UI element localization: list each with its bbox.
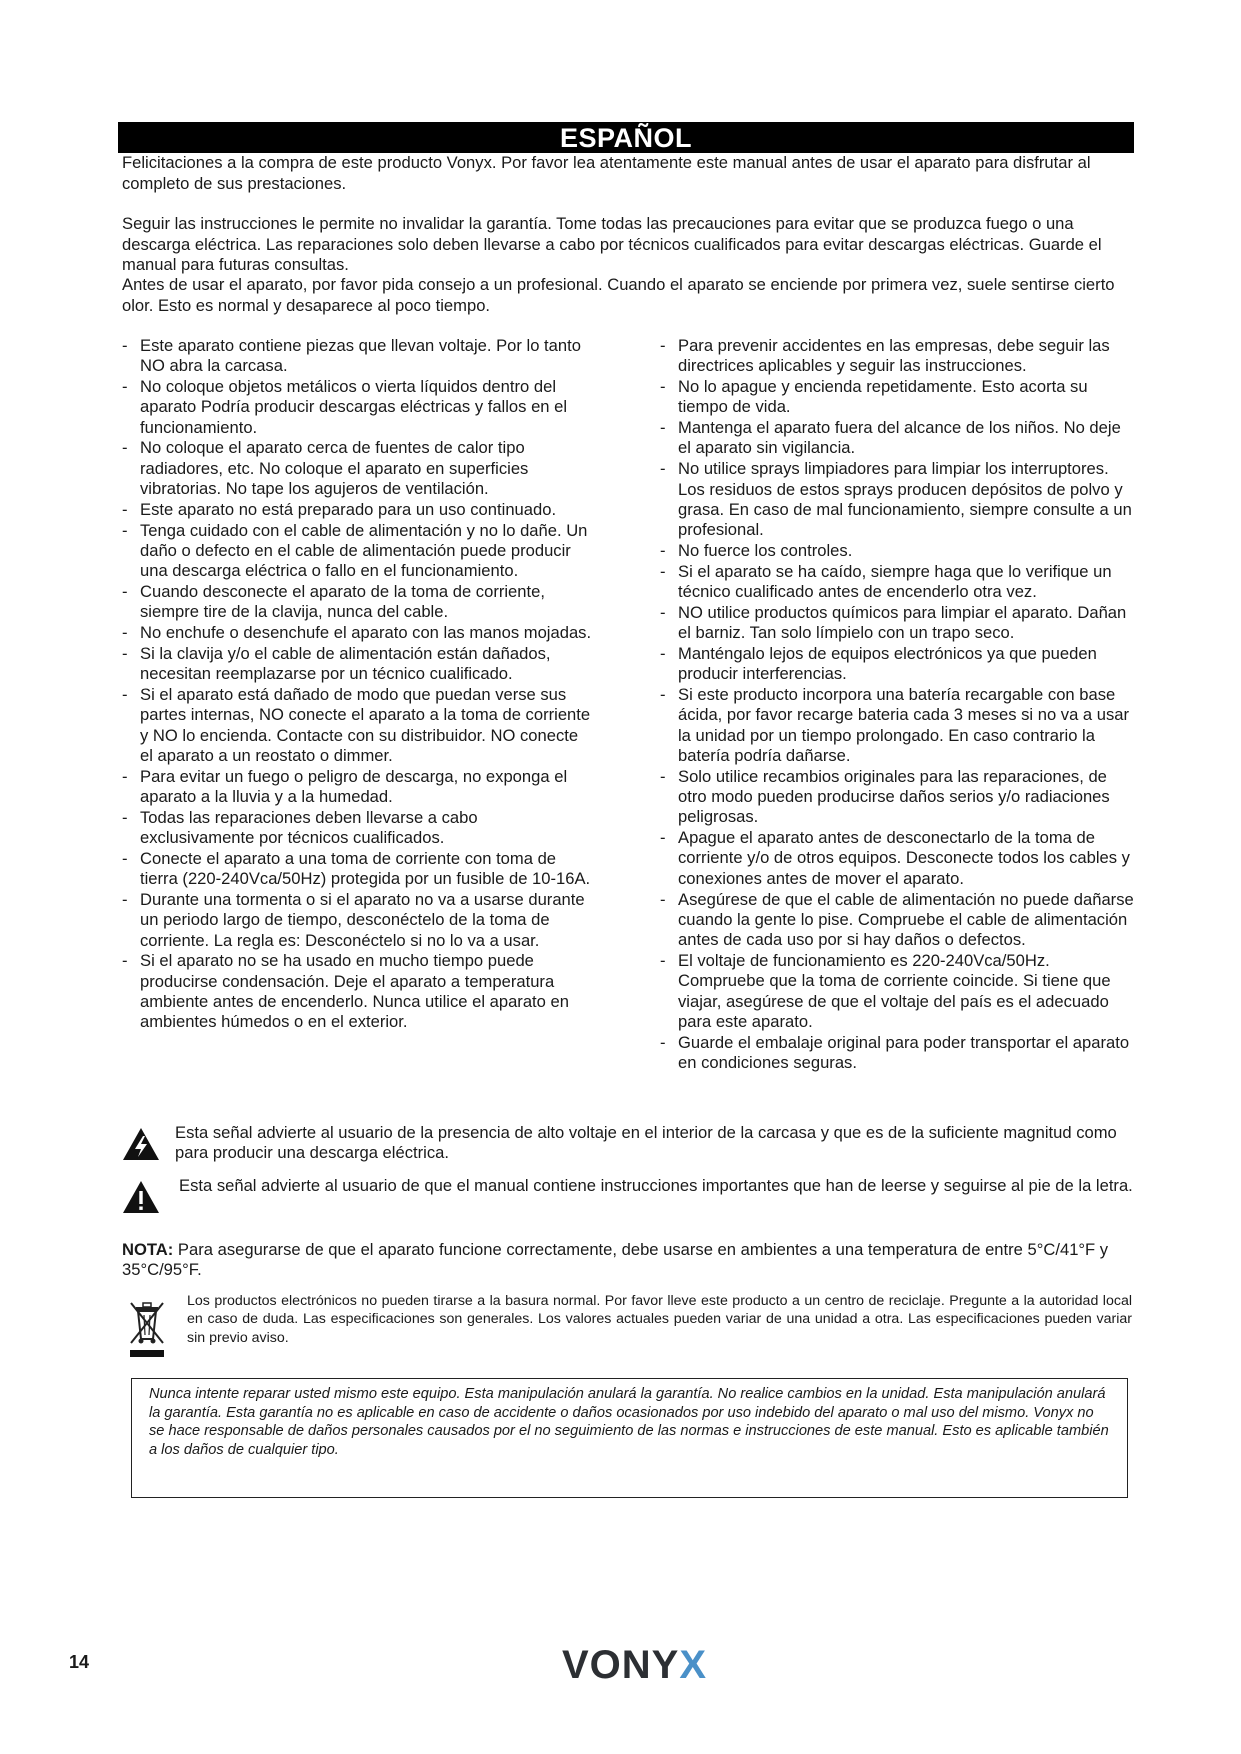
list-item bbox=[122, 500, 592, 520]
list-item bbox=[122, 644, 592, 685]
safety-list-left bbox=[122, 336, 592, 1033]
list-item-text: No coloque el aparato cerca de fuentes de calor tipo radiadores, etc. No coloque el aparato en superficies vibratorias. No tape los agujeros de ventilación. bbox=[140, 438, 529, 499]
list-bullet: - bbox=[122, 623, 128, 643]
list-item-text: Este aparato contiene piezas que llevan voltaje. Por lo tanto NO abra la carcasa. bbox=[140, 336, 581, 376]
list-item bbox=[122, 623, 592, 643]
list-item-text: Asegúrese de que el cable de alimentación no puede dañarse cuando la gente lo pise. Compruebe el cable de alimentación antes de cada uso por si hay daños o defectos. bbox=[678, 889, 1134, 950]
list-bullet: - bbox=[122, 643, 128, 663]
page-number: 14 bbox=[69, 1652, 90, 1672]
list-bullet: - bbox=[122, 582, 128, 602]
list-item-text: Para evitar un fuego o peligro de descarga, no exponga el aparato a la lluvia y a la humedad. bbox=[140, 766, 568, 807]
intro-paragraph-2: Seguir las instrucciones le permite no invalidar la garantía. Tome todas las precauciones para evitar que se produzca fuego o una descarga eléctrica. Las reparaciones solo deben llevarse a cabo por técnicos cualificados para evitar descargas eléctricas. Guarde el manual para futuras consultas. bbox=[122, 214, 1102, 274]
list-bullet: - bbox=[122, 520, 128, 540]
list-item-text: Si el aparato no se ha usado en mucho tiempo puede producirse condensación. Deje el aparato a temperatura ambiente antes de encenderlo. Nunca utilice el aparato en ambientes húmedos o en el exterior. bbox=[140, 951, 569, 1032]
list-bullet: - bbox=[660, 377, 666, 397]
list-item bbox=[660, 377, 1135, 418]
list-item-text: No lo apague y encienda repetidamente. Esto acorta su tiempo de vida. bbox=[678, 377, 1088, 417]
list-bullet: - bbox=[122, 848, 128, 868]
recycling-notice: Los productos electrónicos no pueden tirarse a la basura normal. Por favor lleve este producto a un centro de reciclaje. Pregunte a la autoridad local en caso de duda. Las especificaciones son generales. Los valores actuales pueden variar de una unidad a otra. Las especificaciones pueden variar sin previo aviso. bbox=[187, 1293, 1132, 1346]
list-bullet: - bbox=[122, 438, 128, 458]
list-bullet: - bbox=[660, 561, 666, 581]
list-bullet: - bbox=[122, 336, 128, 355]
list-bullet: - bbox=[660, 540, 666, 560]
list-item bbox=[660, 336, 1135, 377]
list-item bbox=[660, 418, 1135, 459]
warranty-disclaimer: Nunca intente reparar usted mismo este equipo. Esta manipulación anulará la garantía. No realice cambios en la unidad. Esta manipulación anulará la garantía. Esta garantía no es aplicable en caso de accidente o daños ocasionados por uso indebido del aparato o mal uso del mismo. Vonyx no se hace responsable de daños personales causados por el no seguimiento de las normas e instrucciones de este manual. Esto es aplicable también a los daños de cualquier tipo. bbox=[131, 1378, 1128, 1498]
intro-paragraph-1: Felicitaciones a la compra de este producto Vonyx. Por favor lea atentamente este manual antes de usar el aparato para disfrutar al completo de sus prestaciones. bbox=[122, 153, 1091, 193]
list-bullet: - bbox=[122, 499, 128, 519]
manual-warning bbox=[122, 1176, 1132, 1218]
list-item bbox=[122, 808, 592, 849]
list-bullet: - bbox=[660, 643, 666, 663]
list-item-text: Manténgalo lejos de equipos electrónicos ya que pueden producir interferencias. bbox=[678, 643, 1097, 684]
list-item-text: Si la clavija y/o el cable de alimentación están dañados, necesitan reemplazarse por un técnico cualificado. bbox=[140, 643, 551, 684]
list-item bbox=[122, 890, 592, 951]
list-item-text: No coloque objetos metálicos o vierta líquidos dentro del aparato Podría producir descargas eléctricas y fallos en el funcionamiento. bbox=[140, 377, 568, 437]
list-item-text: Conecte el aparato a una toma de corriente con toma de tierra (220-240Vca/50Hz) protegida por un fusible de 10-16A. bbox=[140, 848, 591, 889]
list-bullet: - bbox=[122, 766, 128, 786]
list-bullet: - bbox=[660, 1032, 666, 1052]
list-bullet: - bbox=[660, 418, 666, 438]
note-label: NOTA: bbox=[122, 1240, 174, 1259]
voltage-warning-text: Esta señal advierte al usuario de la presencia de alto voltaje en el interior de la carcasa y que es de la suficiente magnitud como para producir una descarga eléctrica. bbox=[175, 1123, 1117, 1162]
intro-paragraph-3: Antes de usar el aparato, por favor pida consejo a un profesional. Cuando el aparato se enciende por primera vez, suele sentirse cierto olor. Esto es normal y desaparece al poco tiempo. bbox=[122, 275, 1115, 315]
list-bullet: - bbox=[660, 828, 666, 848]
list-item-text: Guarde el embalaje original para poder transportar el aparato en condiciones seguras. bbox=[678, 1032, 1130, 1072]
list-item bbox=[660, 767, 1135, 828]
high-voltage-warning-icon bbox=[122, 1127, 160, 1161]
list-item bbox=[660, 459, 1135, 540]
list-item-text: No fuerce los controles. bbox=[678, 540, 853, 560]
list-item-text: Cuando desconecte el aparato de la toma de corriente, siempre tire de la clavija, nunca del cable. bbox=[140, 582, 545, 622]
list-item bbox=[660, 951, 1135, 1032]
safety-list-right bbox=[660, 336, 1135, 1074]
section-header: ESPAÑOL bbox=[118, 122, 1134, 153]
exclamation-warning-icon bbox=[122, 1180, 160, 1214]
logo-main: VONY bbox=[562, 1643, 680, 1687]
list-bullet: - bbox=[660, 950, 666, 970]
list-item bbox=[122, 582, 592, 623]
list-item bbox=[122, 438, 592, 499]
list-item-text: Tenga cuidado con el cable de alimentación y no lo dañe. Un daño o defecto en el cable de alimentación puede producir una descarga eléctrica o fallo en el funcionamiento. bbox=[140, 520, 588, 581]
list-bullet: - bbox=[660, 459, 666, 479]
list-item bbox=[660, 828, 1135, 889]
temperature-note bbox=[122, 1240, 1132, 1280]
list-item bbox=[122, 521, 592, 582]
vonyx-logo bbox=[562, 1645, 707, 1685]
list-bullet: - bbox=[660, 889, 666, 909]
manual-warning-text: Esta señal advierte al usuario de que el manual contiene instrucciones importantes que han de leerse y seguirse al pie de la letra. bbox=[179, 1176, 1133, 1195]
note-text: Para asegurarse de que el aparato funcione correctamente, debe usarse en ambientes a una temperatura de entre 5°C/41°F y 35°C/95°F. bbox=[122, 1240, 1109, 1279]
list-item bbox=[660, 603, 1135, 644]
list-item bbox=[122, 336, 592, 377]
list-bullet: - bbox=[122, 951, 128, 971]
list-item-text: Este aparato no está preparado para un uso continuado. bbox=[140, 499, 557, 519]
list-item-text: Apague el aparato antes de desconectarlo de la toma de corriente y/o de otros equipos. Desconecte todos los cables y conexiones antes de mover el aparato. bbox=[678, 828, 1130, 888]
voltage-warning bbox=[122, 1123, 1132, 1165]
list-item bbox=[660, 685, 1135, 766]
list-bullet: - bbox=[660, 602, 666, 622]
list-item-text: Solo utilice recambios originales para las reparaciones, de otro modo pueden producirse daños serios y/o radiaciones peligrosas. bbox=[678, 766, 1110, 827]
list-item bbox=[122, 377, 592, 438]
list-item bbox=[660, 1033, 1135, 1074]
list-item bbox=[122, 767, 592, 808]
list-item-text: NO utilice productos químicos para limpiar el aparato. Dañan el barniz. Tan solo límpielo con un trapo seco. bbox=[678, 602, 1127, 643]
list-item bbox=[660, 644, 1135, 685]
list-bullet: - bbox=[122, 890, 128, 910]
list-item-text: Todas las reparaciones deben llevarse a cabo exclusivamente por técnicos cualificados. bbox=[140, 807, 478, 848]
list-item-text: Durante una tormenta o si el aparato no va a usarse durante un periodo largo de tiempo, desconéctelo de la toma de corriente. La regla es: Desconéctelo si no lo va a usar. bbox=[140, 890, 585, 950]
list-item bbox=[122, 685, 592, 766]
list-bullet: - bbox=[122, 377, 128, 397]
list-item bbox=[660, 541, 1135, 561]
list-item bbox=[122, 951, 592, 1032]
list-bullet: - bbox=[660, 766, 666, 786]
list-item-text: El voltaje de funcionamiento es 220-240Vca/50Hz. Compruebe que la toma de corriente coincide. Si tiene que viajar, asegúrese de que el voltaje del país es el adecuado para este aparato. bbox=[678, 950, 1111, 1031]
list-item-text: No enchufe o desenchufe el aparato con las manos mojadas. bbox=[140, 623, 592, 643]
list-item-text: Si el aparato está dañado de modo que puedan verse sus partes internas, NO conecte el aparato a la toma de corriente y NO lo encienda. Contacte con su distribuidor. NO conecte el aparato a un reostato o dimmer. bbox=[140, 685, 591, 765]
list-bullet: - bbox=[660, 685, 666, 705]
logo-accent: X bbox=[679, 1643, 708, 1687]
list-item bbox=[122, 849, 592, 890]
list-item-text: Si el aparato se ha caído, siempre haga que lo verifique un técnico cualificado antes de encenderlo otra vez. bbox=[678, 561, 1112, 602]
list-item-text: No utilice sprays limpiadores para limpiar los interruptores. Los residuos de estos sprays producen depósitos de polvo y grasa. En caso de mal funcionamiento, siempre consulte a un profesional. bbox=[678, 459, 1132, 540]
list-item-text: Mantenga el aparato fuera del alcance de los niños. No deje el aparato sin vigilancia. bbox=[678, 418, 1121, 458]
list-bullet: - bbox=[122, 685, 128, 705]
list-item-text: Para prevenir accidentes en las empresas, debe seguir las directrices aplicables y seguir las instrucciones. bbox=[678, 336, 1110, 376]
list-item-text: Si este producto incorpora una batería recargable con base ácida, por favor recarge bateria cada 3 meses si no va a usar la unidad por un tiempo prolongado. En caso contrario la batería podría dañarse. bbox=[678, 685, 1130, 765]
list-item bbox=[660, 562, 1135, 603]
list-bullet: - bbox=[660, 336, 666, 355]
list-item bbox=[660, 890, 1135, 951]
list-bullet: - bbox=[122, 807, 128, 827]
crossed-bin-icon bbox=[128, 1300, 166, 1358]
